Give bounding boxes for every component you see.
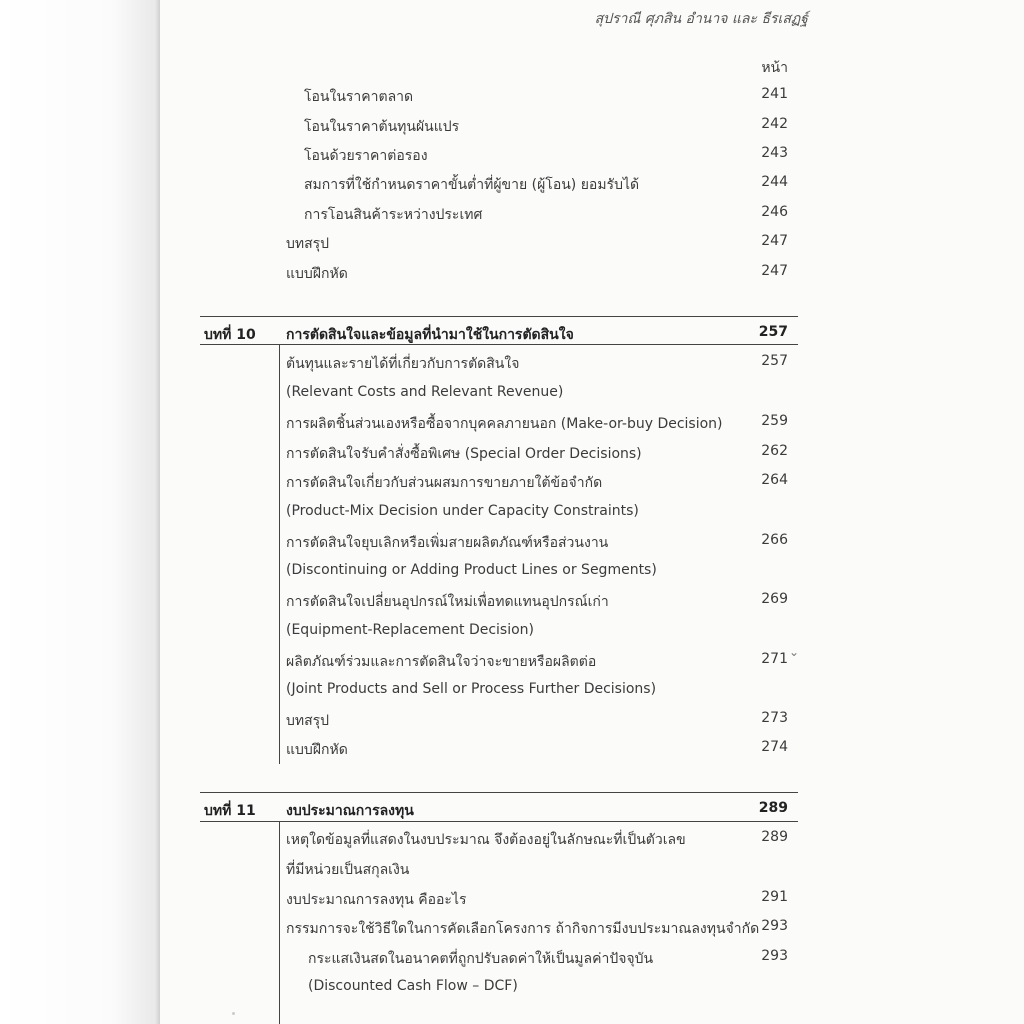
toc-entry: แบบฝึกหัด xyxy=(286,266,348,282)
toc-page: 244 xyxy=(761,174,788,190)
toc-entry: การตัดสินใจรับคำสั่งซื้อพิเศษ (Special Order Decisions) xyxy=(286,446,642,462)
chapter-11-margin-line xyxy=(279,821,280,1024)
toc-page: 247 xyxy=(761,233,788,249)
chapter-11-label: บทที่ 11 xyxy=(204,803,256,819)
toc-entry: แบบฝึกหัด xyxy=(286,742,348,758)
chapter-10-title: การตัดสินใจและข้อมูลที่นำมาใช้ในการตัดสินใจ xyxy=(286,327,574,343)
toc-entry: การผลิตชิ้นส่วนเองหรือซื้อจากบุคคลภายนอก (Make-or-buy Decision) xyxy=(286,416,723,432)
toc-entry: โอนในราคาต้นทุนผันแปร xyxy=(304,119,460,135)
chapter-11-title: งบประมาณการลงทุน xyxy=(286,803,414,819)
chapter-11-page: 289 xyxy=(758,800,788,816)
toc-entry: การโอนสินค้าระหว่างประเทศ xyxy=(304,207,483,223)
toc-entry: สมการที่ใช้กำหนดราคาขั้นต่ำที่ผู้ขาย (ผู้โอน) ยอมรับได้ xyxy=(304,177,640,193)
toc-entry: (Discontinuing or Adding Product Lines or Segments) xyxy=(286,562,657,578)
toc-entry: ผลิตภัณฑ์ร่วมและการตัดสินใจว่าจะขายหรือผลิตต่อ xyxy=(286,654,597,670)
toc-entry: บทสรุป xyxy=(286,236,330,252)
toc-page: 293 xyxy=(761,948,788,964)
toc-page: 242 xyxy=(761,116,788,132)
page-column-label: หน้า xyxy=(761,60,788,76)
running-header: สุปราณี ศุภสิน อำนาจ และ ธีรเสฏฐ์ xyxy=(594,11,808,27)
toc-entry: ที่มีหน่วยเป็นสกุลเงิน xyxy=(286,862,410,878)
toc-entry: โอนด้วยราคาต่อรอง xyxy=(304,148,428,164)
toc-entry: กรรมการจะใช้วิธีใดในการคัดเลือกโครงการ ถ้ากิจการมีงบประมาณลงทุนจำกัด xyxy=(286,921,760,937)
toc-entry: (Discounted Cash Flow – DCF) xyxy=(308,978,518,994)
toc-entry: บทสรุป xyxy=(286,713,330,729)
toc-entry: การตัดสินใจเปลี่ยนอุปกรณ์ใหม่เพื่อทดแทนอุปกรณ์เก่า xyxy=(286,594,609,610)
toc-page: 246 xyxy=(761,204,788,220)
toc-entry: (Joint Products and Sell or Process Further Decisions) xyxy=(286,681,657,697)
toc-page: 293 xyxy=(761,918,788,934)
toc-page: 273 xyxy=(761,710,788,726)
chapter-rule-bottom xyxy=(200,821,798,822)
toc-entry: งบประมาณการลงทุน คืออะไร xyxy=(286,892,467,908)
toc-page: 266 xyxy=(761,532,788,548)
toc-entry: การตัดสินใจยุบเลิกหรือเพิ่มสายผลิตภัณฑ์หรือส่วนงาน xyxy=(286,535,609,551)
toc-entry: โอนในราคาตลาด xyxy=(304,89,414,105)
chapter-10-page: 257 xyxy=(758,324,788,340)
toc-page: 257 xyxy=(761,353,788,369)
paper-speck xyxy=(232,1012,235,1015)
toc-page: 264 xyxy=(761,472,788,488)
toc-entry: (Equipment-Replacement Decision) xyxy=(286,622,535,638)
chapter-rule-bottom xyxy=(200,344,798,345)
toc-page: 259 xyxy=(761,413,788,429)
toc-page: 291 xyxy=(761,889,788,905)
chapter-10-label: บทที่ 10 xyxy=(204,327,256,343)
toc-entry: ต้นทุนและรายได้ที่เกี่ยวกับการตัดสินใจ xyxy=(286,356,520,372)
chapter-rule-top xyxy=(200,792,798,793)
toc-page: 274 xyxy=(761,739,788,755)
toc-page: 289 xyxy=(761,829,788,845)
toc-page: 241 xyxy=(761,86,788,102)
toc-entry: เหตุใดข้อมูลที่แสดงในงบประมาณ จึงต้องอยู่ในลักษณะที่เป็นตัวเลข xyxy=(286,832,686,848)
toc-page: 262 xyxy=(761,443,788,459)
toc-entry: (Product-Mix Decision under Capacity Constraints) xyxy=(286,503,639,519)
toc-page: 271 xyxy=(761,651,788,667)
toc-entry: การตัดสินใจเกี่ยวกับส่วนผสมการขายภายใต้ข้อจำกัด xyxy=(286,475,603,491)
toc-entry: (Relevant Costs and Relevant Revenue) xyxy=(286,384,564,400)
toc-entry: กระแสเงินสดในอนาคตที่ถูกปรับลดค่าให้เป็นมูลค่าปัจจุบัน xyxy=(308,951,654,967)
toc-page: 247 xyxy=(761,263,788,279)
toc-page: 269 xyxy=(761,591,788,607)
chapter-rule-top xyxy=(200,316,798,317)
toc-page: 243 xyxy=(761,145,788,161)
chapter-10-margin-line xyxy=(279,344,280,764)
left-page-edge xyxy=(0,0,160,1024)
pencil-mark: ⌄ xyxy=(789,645,800,659)
